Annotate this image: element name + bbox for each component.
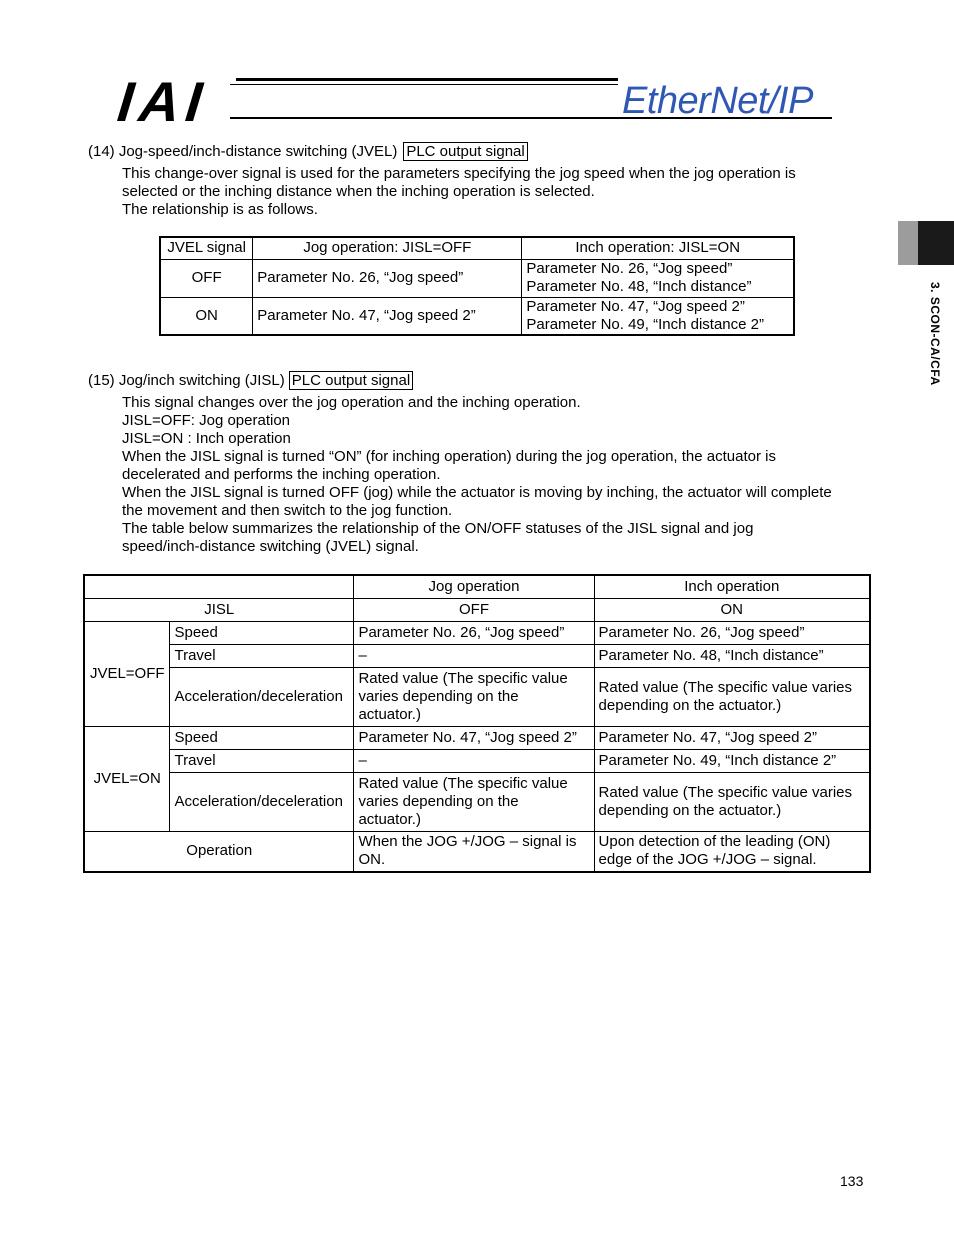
jog-cell (354, 831, 594, 872)
header-rule-top (236, 78, 618, 81)
cell-line: depending on the actuator.) (598, 696, 782, 714)
chapter-side-label: 3. SCON-CA/CFA (928, 282, 942, 386)
jisl-off-cell: OFF (354, 598, 594, 621)
paragraph-line: JISL=ON : Inch operation (122, 430, 291, 447)
inch-cell (522, 259, 794, 297)
table-row (84, 772, 870, 831)
paragraph-line: selected or the inching distance when the inching operation is selected. (122, 183, 595, 200)
header-rule-thin (230, 84, 618, 85)
ethernet-ip-logo: EtherNet/IP (622, 80, 813, 122)
table-row (84, 726, 870, 749)
inch-line: Parameter No. 26, “Jog speed” (526, 260, 733, 277)
jog-cell (354, 772, 594, 831)
inch-line: Parameter No. 48, “Inch distance” (526, 278, 752, 295)
table-row (160, 297, 794, 335)
jog-cell: Parameter No. 47, “Jog speed 2” (253, 297, 522, 335)
cell-line: Rated value (The specific value (358, 774, 568, 792)
section-15-tag: PLC output signal (289, 371, 413, 390)
inch-cell (522, 297, 794, 335)
operation-label: Operation (84, 831, 354, 872)
jvel-table (159, 236, 795, 336)
jog-cell: – (354, 749, 594, 772)
table-row (84, 831, 870, 872)
table-row (84, 667, 870, 726)
jvel-off-label: JVEL=OFF (84, 621, 170, 726)
cell-line: When the JOG +/JOG – signal is (358, 833, 577, 851)
section-14-heading (88, 143, 528, 161)
header-cell: Inch operation (594, 575, 870, 598)
table-row (84, 749, 870, 772)
inch-cell: Parameter No. 49, “Inch distance 2” (594, 749, 870, 772)
cell-line: Upon detection of the leading (ON) (598, 833, 831, 851)
cell-line: Rated value (The specific value varies (598, 783, 853, 801)
paragraph-line: This change-over signal is used for the parameters specifying the jog speed when the jog operation is (122, 165, 796, 182)
paragraph-line: The relationship is as follows. (122, 201, 318, 218)
paragraph-line: decelerated and performs the inching operation. (122, 466, 441, 483)
jog-cell: Parameter No. 26, “Jog speed” (354, 621, 594, 644)
signal-cell: OFF (160, 259, 253, 297)
row-label: Speed (170, 621, 354, 644)
paragraph-line: The table below summarizes the relationship of the ON/OFF statuses of the JISL signal and jog (122, 520, 754, 537)
inch-cell (594, 772, 870, 831)
cell-line: varies depending on the (358, 687, 519, 705)
header-cell: Inch operation: JISL=ON (522, 237, 794, 259)
table-row (84, 644, 870, 667)
jog-cell: Parameter No. 47, “Jog speed 2” (354, 726, 594, 749)
cell-line: actuator.) (358, 705, 421, 723)
inch-cell: Parameter No. 47, “Jog speed 2” (594, 726, 870, 749)
table-header-row (84, 575, 870, 598)
cell-line: depending on the actuator.) (598, 801, 782, 819)
header-cell: JVEL signal (160, 237, 253, 259)
inch-line: Parameter No. 49, “Inch distance 2” (526, 315, 764, 333)
cell-line: Rated value (The specific value varies (598, 678, 853, 696)
jisl-label-cell: JISL (84, 598, 354, 621)
header-cell: Jog operation (354, 575, 594, 598)
jog-cell: Parameter No. 26, “Jog speed” (253, 259, 522, 297)
paragraph-line: JISL=OFF: Jog operation (122, 412, 291, 429)
row-label: Acceleration/deceleration (170, 772, 354, 831)
inch-cell (594, 667, 870, 726)
cell-line: actuator.) (358, 810, 421, 828)
section-14-tag: PLC output signal (403, 142, 527, 161)
paragraph-line: When the JISL signal is turned “ON” (for inching operation) during the jog operation, the actuator is (122, 448, 776, 465)
row-label: Acceleration/deceleration (170, 667, 354, 726)
section-15-heading (88, 372, 413, 390)
chapter-tab-gray (898, 221, 918, 265)
blank-cell (84, 575, 354, 598)
cell-line: varies depending on the (358, 792, 519, 810)
row-label: Speed (170, 726, 354, 749)
page-number: 133 (840, 1173, 864, 1189)
table-row (84, 621, 870, 644)
row-label: Travel (170, 644, 354, 667)
inch-line: Parameter No. 47, “Jog speed 2” (526, 297, 745, 315)
cell-line: Rated value (The specific value (358, 669, 568, 687)
row-label: Travel (170, 749, 354, 772)
chapter-tab-black (918, 221, 954, 265)
jog-cell: – (354, 644, 594, 667)
section-15-title: (15) Jog/inch switching (JISL) (88, 372, 285, 389)
paragraph-line: When the JISL signal is turned OFF (jog) while the actuator is moving by inching, the actuator will complete (122, 484, 832, 501)
table-row (160, 259, 794, 297)
cell-line: edge of the JOG +/JOG – signal. (598, 851, 817, 869)
inch-cell (594, 831, 870, 872)
jvel-on-label: JVEL=ON (84, 726, 170, 831)
cell-line: ON. (358, 851, 386, 869)
iai-logo: IAI (114, 70, 211, 133)
table-header-row (160, 237, 794, 259)
paragraph-line: This signal changes over the jog operation and the inching operation. (122, 394, 581, 411)
paragraph-line: speed/inch-distance switching (JVEL) signal. (122, 538, 419, 555)
header-cell: Jog operation: JISL=OFF (253, 237, 522, 259)
jisl-jvel-table (83, 574, 871, 873)
section-15-description (122, 394, 867, 556)
section-14-description (122, 165, 867, 219)
jisl-on-cell: ON (594, 598, 870, 621)
table-row (84, 598, 870, 621)
section-14-title: (14) Jog-speed/inch-distance switching (JVEL) (88, 143, 398, 160)
jog-cell (354, 667, 594, 726)
paragraph-line: the movement and then switch to the jog function. (122, 502, 453, 519)
inch-cell: Parameter No. 26, “Jog speed” (594, 621, 870, 644)
signal-cell: ON (160, 297, 253, 335)
inch-cell: Parameter No. 48, “Inch distance” (594, 644, 870, 667)
